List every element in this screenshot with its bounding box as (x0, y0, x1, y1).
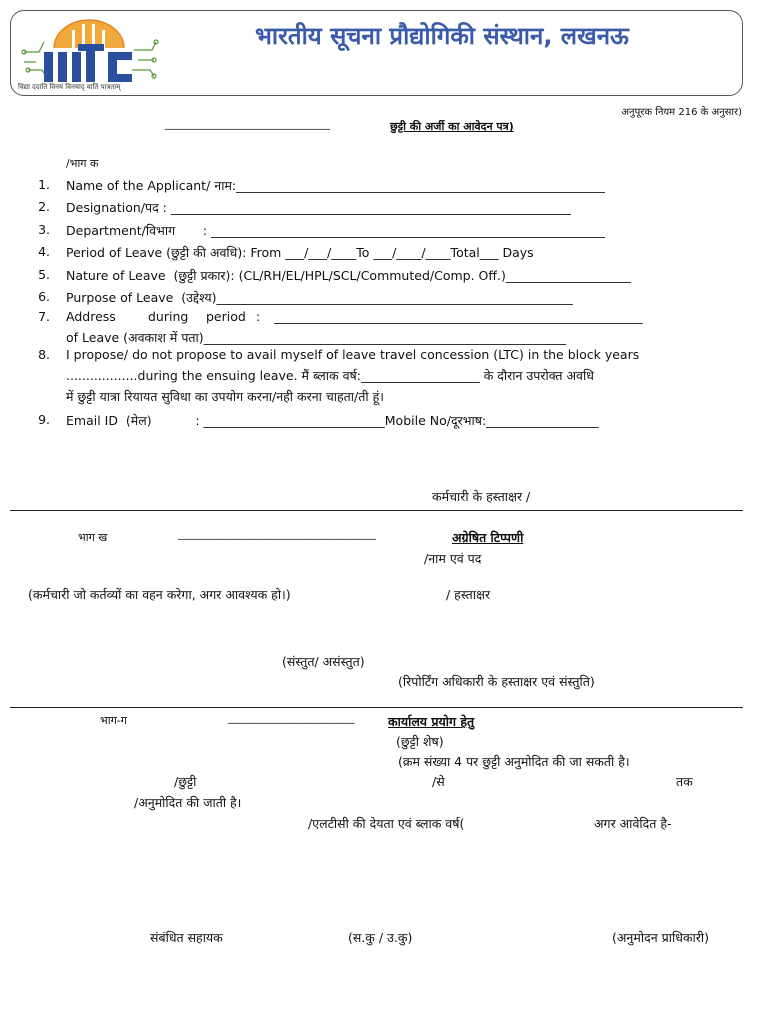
part-b-label: भाग ख (78, 531, 108, 544)
ltc-statement-line: I propose/ do not propose to avail myself of leave travel concession (LTC) in the block years (66, 347, 640, 362)
leave-balance-label: (छुट्टी शेष) (396, 734, 444, 749)
to-label: तक (676, 774, 693, 789)
item-number: 5. (38, 267, 50, 282)
leave-label: /छुट्टी (174, 774, 197, 789)
substitute-note: (कर्मचारी जो कर्तव्यों का वहन करेगा, अगर आवश्यक हो।) (28, 587, 291, 602)
email-mobile-field: Email ID (मेल) : _____________________________Mobile No/दूरभाष:__________________ (66, 413, 599, 428)
item-number: 7. (38, 309, 50, 324)
department-field: Department/विभाग : _______________________________________________________________ (66, 223, 605, 238)
address-label-word: : (256, 309, 261, 324)
ltc-statement-line: ..................during the ensuing leave. मैं ब्लाक वर्ष:___________________ के दौरान उपरोक्त अवधि (66, 368, 594, 383)
part-b-blank: ____________________________________ (178, 527, 376, 540)
address-label-word: Address (66, 309, 116, 324)
employee-signature-label: कर्मचारी के हस्ताक्षर / (432, 489, 531, 504)
from-label: /से (432, 774, 445, 789)
substitute-signature-label: / हस्ताक्षर (446, 587, 491, 602)
item-number: 2. (38, 199, 50, 214)
sanction-note: (क्रम संख्या 4 पर छुट्टी अनुमोदित की जा सकती है। (398, 754, 630, 769)
leave-address-field: of Leave (अवकाश में पता)__________________________________________________________ (66, 330, 567, 345)
item-number: 3. (38, 222, 50, 237)
part-a-label: /भाग क (66, 157, 99, 170)
institute-logo (14, 12, 164, 94)
name-designation-label: /नाम एवं पद (424, 551, 482, 566)
leave-purpose-field: Purpose of Leave (उद्देश्य)_________________________________________________________ (66, 290, 573, 305)
item-number: 4. (38, 244, 50, 259)
part-b-heading: अग्रेषित टिप्पणी (452, 530, 524, 545)
part-c-heading: कार्यालय प्रयोग हेतु (388, 714, 475, 729)
part-c-label: भाग-ग (100, 714, 127, 727)
assistant-signature-label: संबंधित सहायक (150, 930, 223, 945)
ltc-statement-line: में छुट्टी यात्रा रियायत सुविधा का उपयोग करना/नही करना चाहता/ती हूं। (66, 389, 384, 404)
address-blank: ___________________________________________________________ (274, 309, 643, 324)
institute-motto: विद्या ददाति विनयं विनयाद् याति पात्रताम् (18, 83, 121, 91)
form-title: छुट्टी की अर्जी का आवेदन पत्र) (390, 120, 514, 133)
item-number: 9. (38, 412, 50, 427)
part-c-blank: _______________________ (228, 711, 355, 724)
applicant-name-field: Name of the Applicant/ नाम:___________________________________________________________ (66, 178, 605, 193)
leave-nature-field: Nature of Leave (छुट्टी प्रकार): (CL/RH/EL/HPL/SCL/Commuted/Comp. Off.)____________________ (66, 268, 631, 283)
address-label-word: during (148, 309, 189, 324)
address-label-word: period (206, 309, 246, 324)
item-number: 8. (38, 347, 50, 362)
reporting-officer-label: (रिपोर्टिंग अधिकारी के हस्ताक्षर एवं संस्तुति) (398, 674, 595, 689)
leave-period-field: Period of Leave (छुट्टी की अवधि): From ___/___/____To ___/____/____Total___ Days (66, 245, 534, 260)
approving-authority-label: (अनुमोदन प्राधिकारी) (612, 930, 709, 945)
section-divider (10, 707, 743, 708)
section-divider (10, 510, 743, 511)
item-number: 6. (38, 289, 50, 304)
recommendation-label: (संस्तुत/ असंस्तुत) (282, 654, 365, 669)
institute-name: भारतीय सूचना प्रौद्योगिकी संस्थान, लखनऊ (255, 22, 629, 50)
section-officer-label: (स.कु / उ.कु) (348, 930, 413, 945)
item-number: 1. (38, 177, 50, 192)
approved-label: /अनुमोदित की जाती है। (134, 795, 242, 810)
ltc-due-label: /एलटीसी की देयता एवं ब्लाक वर्ष( (308, 816, 465, 831)
rule-reference: अनुपूरक नियम 216 के अनुसार) (621, 107, 742, 118)
designation-field: Designation/पद : ________________________________________________________________ (66, 200, 571, 215)
title-blank: ______________________________ (165, 117, 330, 130)
if-applied-label: अगर आवेदित है- (594, 816, 672, 831)
